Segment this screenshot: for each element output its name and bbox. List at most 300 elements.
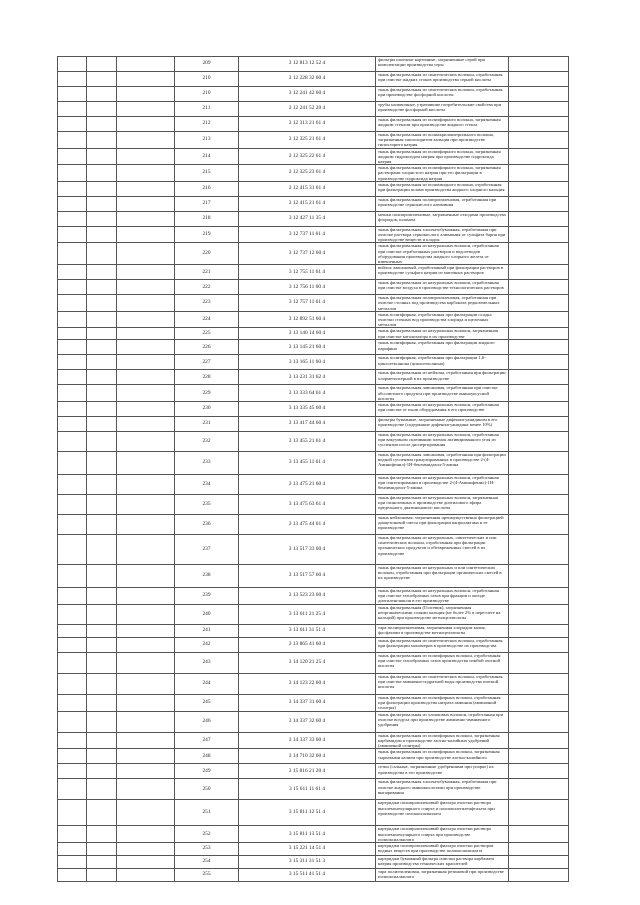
waste-description: трубы наливочные, утратившие потребительские свойства при производстве фосфорной кислоты — [376, 102, 509, 117]
table-row — [58, 148, 569, 165]
waste-code: 3 12 756 11 60 4 — [239, 280, 376, 295]
waste-code: 3 13 145 21 60 4 — [239, 340, 376, 355]
waste-code: 3 13 333 64 61 4 — [239, 385, 376, 402]
empty-cell — [87, 280, 117, 295]
empty-cell — [87, 57, 117, 72]
waste-code: 3 12 427 11 35 4 — [239, 211, 376, 226]
waste-code: 3 15 811 12 51 4 — [239, 800, 376, 826]
waste-code: 3 13 611 31 51 4 — [239, 625, 376, 638]
row-number: 212 — [175, 117, 239, 132]
empty-cell — [87, 674, 117, 695]
empty-cell — [117, 495, 175, 515]
waste-description: ткань полиэфирная, отработанная при фильтрации осадка очистки сточных вод производства хлорида и щелочных металлов — [376, 311, 509, 328]
waste-code: 3 15 611 11 61 4 — [239, 779, 376, 800]
empty-cell — [58, 243, 87, 265]
empty-cell — [58, 432, 87, 452]
empty-cell — [117, 452, 175, 475]
waste-code: 3 13 417 44 60 4 — [239, 417, 376, 432]
empty-cell — [58, 402, 87, 417]
empty-cell — [87, 695, 117, 712]
empty-cell — [87, 868, 117, 881]
empty-cell — [87, 855, 117, 868]
row-number: 226 — [175, 340, 239, 355]
empty-cell — [87, 148, 117, 165]
waste-code: 3 13 165 11 60 4 — [239, 355, 376, 370]
empty-cell — [509, 226, 569, 243]
table-row — [58, 280, 569, 295]
empty-cell — [87, 653, 117, 674]
waste-code: 3 13 455 11 61 4 — [239, 452, 376, 475]
empty-cell — [58, 452, 87, 475]
empty-cell — [509, 868, 569, 881]
waste-description: ткань фильтровальная из хлопковых волокон, отработанная при очистке воздуха при производстве аммиачно-аммиачного удобрения — [376, 711, 509, 732]
empty-cell — [58, 515, 87, 535]
empty-cell — [58, 385, 87, 402]
row-number: 225 — [175, 328, 239, 340]
waste-code: 3 13 475 63 61 4 — [239, 495, 376, 515]
empty-cell — [58, 370, 87, 385]
empty-cell — [87, 842, 117, 855]
empty-cell — [87, 515, 117, 535]
row-number: 252 — [175, 826, 239, 843]
empty-cell — [58, 280, 87, 295]
waste-code: 3 12 228 32 60 4 — [239, 72, 376, 87]
waste-code: 3 14 120 21 25 4 — [239, 653, 376, 674]
table-row — [58, 842, 569, 855]
empty-cell — [87, 779, 117, 800]
empty-cell — [509, 328, 569, 340]
table-row — [58, 226, 569, 243]
empty-cell — [117, 711, 175, 732]
empty-cell — [509, 475, 569, 495]
empty-cell — [58, 711, 87, 732]
waste-code: 3 12 737 12 60 4 — [239, 243, 376, 265]
empty-cell — [509, 695, 569, 712]
empty-cell — [509, 355, 569, 370]
empty-cell — [509, 779, 569, 800]
table-row — [58, 57, 569, 72]
waste-description: ткань фильтровальная из полиэфирных волокон, загрязненная сырьевыми калием при производстве азотно-калийного — [376, 749, 509, 764]
waste-description: ткань фильтровальная из полиэфирных волокон, отработанная при фильтрации производства нитрата аммония (аммиачной селитры) — [376, 695, 509, 712]
table-row — [58, 452, 569, 475]
empty-cell — [117, 102, 175, 117]
empty-cell — [87, 165, 117, 182]
empty-cell — [509, 370, 569, 385]
row-number: 247 — [175, 732, 239, 749]
row-number: 243 — [175, 653, 239, 674]
waste-code: 3 12 313 21 61 4 — [239, 117, 376, 132]
empty-cell — [509, 87, 569, 102]
waste-code: 3 13 611 21 25 4 — [239, 605, 376, 625]
empty-cell — [58, 295, 87, 312]
row-number: 214 — [175, 148, 239, 165]
row-number: 217 — [175, 196, 239, 211]
row-number: 231 — [175, 417, 239, 432]
empty-cell — [87, 340, 117, 355]
empty-cell — [58, 800, 87, 826]
empty-cell — [117, 674, 175, 695]
row-number: 221 — [175, 265, 239, 280]
waste-description: ткань фильтровальная хлопчатобумажная, отработанная при очистке раствора сернокислого алюминия от сульфата бария при производстве веществ и кладок — [376, 226, 509, 243]
empty-cell — [509, 565, 569, 588]
waste-description: ткань фильтровальная из полиакрилонитрильного волокна, загрязненная гипохлоритом кальция при производстве гипохлорита натрия — [376, 132, 509, 149]
row-number: 238 — [175, 565, 239, 588]
waste-description: ткань фильтровальная из полиэфирных волокон, загрязненная карбамидом в производстве азотно-калийных удобрений (аммиачной селитры) — [376, 732, 509, 749]
waste-description: ткань фильтровальная из натуральных волокон, отработанная при очистке газообразных газов при фракции и оксиде диэтиленгликоля в его производстве — [376, 588, 509, 605]
waste-code: 3 13 865 41 60 4 — [239, 638, 376, 653]
empty-cell — [87, 749, 117, 764]
table-row — [58, 311, 569, 328]
waste-code: 3 13 517 33 60 4 — [239, 535, 376, 565]
empty-cell — [87, 732, 117, 749]
table-row — [58, 855, 569, 868]
table-row — [58, 295, 569, 312]
waste-code: 3 13 523 23 60 4 — [239, 588, 376, 605]
empty-cell — [87, 328, 117, 340]
empty-cell — [509, 165, 569, 182]
empty-cell — [509, 280, 569, 295]
row-number: 232 — [175, 432, 239, 452]
empty-cell — [509, 132, 569, 149]
empty-cell — [117, 181, 175, 196]
waste-description: ткань фильтровальная лавсановая, отработанная при очистке абсолютного продукта при производстве аминоуксусной кислоты — [376, 385, 509, 402]
table-row — [58, 72, 569, 87]
empty-cell — [509, 148, 569, 165]
empty-cell — [117, 535, 175, 565]
empty-cell — [87, 402, 117, 417]
empty-cell — [117, 385, 175, 402]
waste-code: 3 12 813 12 52 4 — [239, 57, 376, 72]
waste-description: ткань полиэфирная, отработанная при фильтрации жидкого парафина — [376, 340, 509, 355]
row-number: 250 — [175, 779, 239, 800]
empty-cell — [58, 749, 87, 764]
empty-cell — [87, 295, 117, 312]
empty-cell — [87, 265, 117, 280]
row-number: 239 — [175, 588, 239, 605]
row-number: 255 — [175, 868, 239, 881]
row-number: 236 — [175, 515, 239, 535]
empty-cell — [509, 625, 569, 638]
table-row — [58, 674, 569, 695]
waste-description: ткань фильтровальная из полиамидного волокна, отработанная при фильтрации шлама производства жидкого хлорного кальция — [376, 181, 509, 196]
empty-cell — [87, 764, 117, 779]
empty-cell — [58, 638, 87, 653]
waste-description: ткань фильтровальная из полиэфирных волокон, отработанная при очистке газообразных газов производства симбой азотной кислоты — [376, 653, 509, 674]
row-number: 219 — [175, 226, 239, 243]
empty-cell — [509, 495, 569, 515]
row-number: 244 — [175, 674, 239, 695]
empty-cell — [87, 311, 117, 328]
waste-code: 3 14 710 32 60 4 — [239, 749, 376, 764]
empty-cell — [58, 695, 87, 712]
empty-cell — [58, 148, 87, 165]
row-number: 223 — [175, 295, 239, 312]
row-number: 229 — [175, 385, 239, 402]
empty-cell — [58, 674, 87, 695]
waste-description: мешки полипропиленовые, загрязненные отходами производства фторидов, шламом — [376, 211, 509, 226]
empty-cell — [87, 605, 117, 625]
empty-cell — [58, 779, 87, 800]
empty-cell — [117, 588, 175, 605]
empty-cell — [58, 102, 87, 117]
waste-description: сетки (сальные, загрязненные удобрениями при упорке) их производства в его производстве — [376, 764, 509, 779]
empty-cell — [58, 475, 87, 495]
empty-cell — [87, 355, 117, 370]
table-row — [58, 764, 569, 779]
row-number: 237 — [175, 535, 239, 565]
waste-code: 3 12 325 21 61 4 — [239, 132, 376, 149]
empty-cell — [509, 417, 569, 432]
table-row — [58, 535, 569, 565]
empty-cell — [58, 328, 87, 340]
waste-description: ткань фильтровальная из полиэфирного волокна, загрязненная растворами хлористого натрия при его фильтрации в производстве гидроксида натрия — [376, 165, 509, 182]
waste-description: ткань фильтровальная лавсановая, отработанная при фильтрации водной суспензии гранулированных в производстве 2-(4-Аминофенил)-1Н-бензимидазол-5-амина — [376, 452, 509, 475]
empty-cell — [509, 117, 569, 132]
empty-cell — [58, 855, 87, 868]
table-row — [58, 588, 569, 605]
table-row — [58, 800, 569, 826]
waste-description: тара полиэтиленовая, загрязненная резиновой при производстве полиоксиалкилата — [376, 868, 509, 881]
table-row — [58, 432, 569, 452]
empty-cell — [509, 57, 569, 72]
row-number: 220 — [175, 243, 239, 265]
waste-description: ткань фильтровальная из синтетических волокон, отработанная при очистке аммиачно-гидратной воды производства азотной кислоты — [376, 674, 509, 695]
empty-cell — [509, 711, 569, 732]
empty-cell — [117, 653, 175, 674]
waste-code: 3 13 475 44 61 4 — [239, 515, 376, 535]
empty-cell — [87, 243, 117, 265]
empty-cell — [117, 295, 175, 312]
table-row — [58, 417, 569, 432]
empty-cell — [509, 211, 569, 226]
row-number: 216 — [175, 181, 239, 196]
empty-cell — [509, 432, 569, 452]
empty-cell — [509, 181, 569, 196]
waste-description: ткань фильтровальная из натуральных и или синтетических волокон, отработанная при фильтрации органических смесей в их производстве — [376, 565, 509, 588]
empty-cell — [117, 280, 175, 295]
empty-cell — [117, 340, 175, 355]
waste-description: ткань фильтровальная из натуральных, синтетических и или синтетических волокон, отработанная при фильтрации органических продуктов и обезвреженных смесей в их производстве — [376, 535, 509, 565]
waste-description: ткань фильтровальная (Голсевик), загрязненная неорганическими солями кальция (не более 2% в пересчете на кальций) при производстве метилцеллюлозы — [376, 605, 509, 625]
empty-cell — [58, 72, 87, 87]
empty-cell — [87, 132, 117, 149]
waste-code: 3 13 231 31 62 4 — [239, 370, 376, 385]
waste-description: тара полипропиленовая, загрязненная хлоридом калия, фосфатами в производстве метилцеллюлозы — [376, 625, 509, 638]
waste-description: фильтры шахтные картонные, загрязненные серой при комплектации производства серы — [376, 57, 509, 72]
table-row — [58, 370, 569, 385]
table-row — [58, 779, 569, 800]
empty-cell — [87, 102, 117, 117]
empty-cell — [117, 57, 175, 72]
empty-cell — [117, 211, 175, 226]
empty-cell — [509, 749, 569, 764]
table-row — [58, 711, 569, 732]
row-number: 210 — [175, 87, 239, 102]
empty-cell — [87, 181, 117, 196]
waste-description: картриджи полипропиленовый фильтра очистки растворов водных веществ при производстве полиоксиалкилата — [376, 842, 509, 855]
empty-cell — [117, 417, 175, 432]
waste-description: ткань фильтровальная из натуральных волокон, отработанная при вакуумном склеивании пленок активированного угля из суспензии после диспергирования — [376, 432, 509, 452]
table-row — [58, 181, 569, 196]
empty-cell — [509, 515, 569, 535]
empty-cell — [509, 732, 569, 749]
waste-code: 3 14 123 22 60 4 — [239, 674, 376, 695]
empty-cell — [117, 328, 175, 340]
empty-cell — [509, 653, 569, 674]
waste-description: ткань фильтровальная из натуральных волокон, отработанная при синтезировании в производстве 2-(4-Аминофенил)-1Н-бензимидазол-5-амина — [376, 475, 509, 495]
empty-cell — [509, 385, 569, 402]
waste-description: картриджи бумажный фильтра очистки раствора карбамата натрия производства технических красителей — [376, 855, 509, 868]
empty-cell — [117, 625, 175, 638]
empty-cell — [117, 855, 175, 868]
empty-cell — [117, 196, 175, 211]
table-row — [58, 515, 569, 535]
waste-code: 3 12 241 52 20 4 — [239, 102, 376, 117]
waste-description: картриджи полипропиленовый фильтра очистки раствора высшемолекулярного спирта и полиоксиэтиленфталата при производстве полиоксиалкилата — [376, 800, 509, 826]
empty-cell — [87, 385, 117, 402]
empty-cell — [58, 417, 87, 432]
empty-cell — [58, 211, 87, 226]
empty-cell — [117, 764, 175, 779]
empty-cell — [58, 265, 87, 280]
row-number: 248 — [175, 749, 239, 764]
waste-code: 3 12 325 22 61 4 — [239, 148, 376, 165]
empty-cell — [58, 588, 87, 605]
empty-cell — [509, 674, 569, 695]
empty-cell — [117, 87, 175, 102]
empty-cell — [509, 588, 569, 605]
empty-cell — [87, 87, 117, 102]
empty-cell — [58, 868, 87, 881]
waste-description: войлок лавсановый, отработанный при фильтрации растворов в производстве сульфата натрия из маточных растворов — [376, 265, 509, 280]
empty-cell — [87, 625, 117, 638]
empty-cell — [509, 800, 569, 826]
empty-cell — [509, 243, 569, 265]
waste-code: 3 13 455 21 61 4 — [239, 432, 376, 452]
empty-cell — [58, 57, 87, 72]
table-row — [58, 605, 569, 625]
waste-description: ткань фильтровальная из натуральных волокон, отработанная при очистке отработанных растворов и водоотводов оборудования производства жидкого хлорного железа от взвешенных — [376, 243, 509, 265]
waste-description: ткань фильтровальная полипропиленовая, отработанная при производстве сернокислого алюминия — [376, 196, 509, 211]
waste-description: фильтры бумажные, загрязненные дифенилгуанидином в его производстве (содержание дифенилгуанидина менее 10%) — [376, 417, 509, 432]
waste-description: ткань фильтровальная полипропиленовая, отработанная при очистке сточных вод производства карбоната редкоземельных металлов — [376, 295, 509, 312]
empty-cell — [509, 196, 569, 211]
empty-cell — [87, 211, 117, 226]
waste-description: ткань фильтровальная из натуральных волокон, загрязненная при глиноземных в производстве диэтилового эфира предельного диазинонового кислоты — [376, 495, 509, 515]
waste-code: 3 12 892 51 60 4 — [239, 311, 376, 328]
empty-cell — [87, 196, 117, 211]
empty-cell — [117, 432, 175, 452]
row-number: 235 — [175, 495, 239, 515]
table-row — [58, 653, 569, 674]
waste-code: 3 15 221 14 51 4 — [239, 842, 376, 855]
empty-cell — [117, 226, 175, 243]
waste-code: 3 15 811 13 51 4 — [239, 826, 376, 843]
waste-code: 3 12 241 42 60 4 — [239, 87, 376, 102]
empty-cell — [87, 565, 117, 588]
row-number: 246 — [175, 711, 239, 732]
empty-cell — [87, 370, 117, 385]
table-row — [58, 340, 569, 355]
waste-description: ткань фильтровальная из синтетических волокон, отработанная при фильтрации мономеров в производстве их производства — [376, 638, 509, 653]
table-row — [58, 243, 569, 265]
empty-cell — [58, 226, 87, 243]
row-number: 234 — [175, 475, 239, 495]
empty-cell — [117, 148, 175, 165]
empty-cell — [87, 452, 117, 475]
waste-description: ткань фильтровальная из натуральных волокон, загрязненная при очистке катализатора в их производстве — [376, 328, 509, 340]
waste-description: ткань фильтровальная хлопчатобумажная, отработанная при очистке жидкого аминокислотами при производстве выпаривания — [376, 779, 509, 800]
row-number: 228 — [175, 370, 239, 385]
empty-cell — [58, 565, 87, 588]
empty-cell — [58, 311, 87, 328]
waste-description: ткань нейлоновая, загрязненная преимущественно фильтрацией диацетоновой смеси при фильтрации капролактама и ее производстве — [376, 515, 509, 535]
waste-code: 3 15 311 31 51 3 — [239, 855, 376, 868]
empty-cell — [87, 432, 117, 452]
empty-cell — [117, 638, 175, 653]
waste-code: 3 12 755 11 61 4 — [239, 265, 376, 280]
empty-cell — [87, 826, 117, 843]
empty-cell — [117, 475, 175, 495]
empty-cell — [117, 800, 175, 826]
empty-cell — [58, 732, 87, 749]
table-row — [58, 868, 569, 881]
table-row — [58, 102, 569, 117]
empty-cell — [509, 764, 569, 779]
empty-cell — [87, 417, 117, 432]
table-row — [58, 565, 569, 588]
empty-cell — [58, 826, 87, 843]
waste-description: ткань фильтровальная из полиэфирного волокна, загрязненная жидким гидроксидом натрия при производстве гидроксида натрия — [376, 148, 509, 165]
empty-cell — [117, 605, 175, 625]
waste-code: 3 13 140 14 60 4 — [239, 328, 376, 340]
waste-code: 3 15 816 21 20 4 — [239, 764, 376, 779]
empty-cell — [87, 72, 117, 87]
waste-code: 3 14 337 33 60 4 — [239, 732, 376, 749]
waste-code: 3 13 335 45 60 4 — [239, 402, 376, 417]
empty-cell — [117, 515, 175, 535]
empty-cell — [509, 295, 569, 312]
waste-description: ткань фильтровальная из полиэфирного волокна, загрязненная жидким стеклом при производстве жидкого стекла — [376, 117, 509, 132]
table-row — [58, 117, 569, 132]
empty-cell — [58, 605, 87, 625]
empty-cell — [117, 355, 175, 370]
empty-cell — [58, 653, 87, 674]
table-row — [58, 695, 569, 712]
table-row — [58, 165, 569, 182]
waste-description: ткань фильтровальная из нейлона, отработанная при фильтрации хлорметилсерной в их производстве — [376, 370, 509, 385]
empty-cell — [87, 475, 117, 495]
waste-code: 3 12 737 11 61 4 — [239, 226, 376, 243]
empty-cell — [58, 132, 87, 149]
empty-cell — [58, 764, 87, 779]
row-number: 215 — [175, 165, 239, 182]
empty-cell — [58, 625, 87, 638]
empty-cell — [117, 779, 175, 800]
row-number: 209 — [175, 57, 239, 72]
empty-cell — [117, 311, 175, 328]
empty-cell — [58, 181, 87, 196]
row-number: 254 — [175, 855, 239, 868]
empty-cell — [58, 196, 87, 211]
row-number: 213 — [175, 132, 239, 149]
row-number: 242 — [175, 638, 239, 653]
document-table — [57, 56, 569, 882]
waste-description: ткань фильтровальная из синтетических волокон, отработанная при очистке жидких стоков производства серной кислоты — [376, 72, 509, 87]
waste-description: ткань фильтровальная из натуральных волокон, отработанная при очистке от пыли оборудования в его производстве — [376, 402, 509, 417]
empty-cell — [117, 402, 175, 417]
empty-cell — [117, 749, 175, 764]
